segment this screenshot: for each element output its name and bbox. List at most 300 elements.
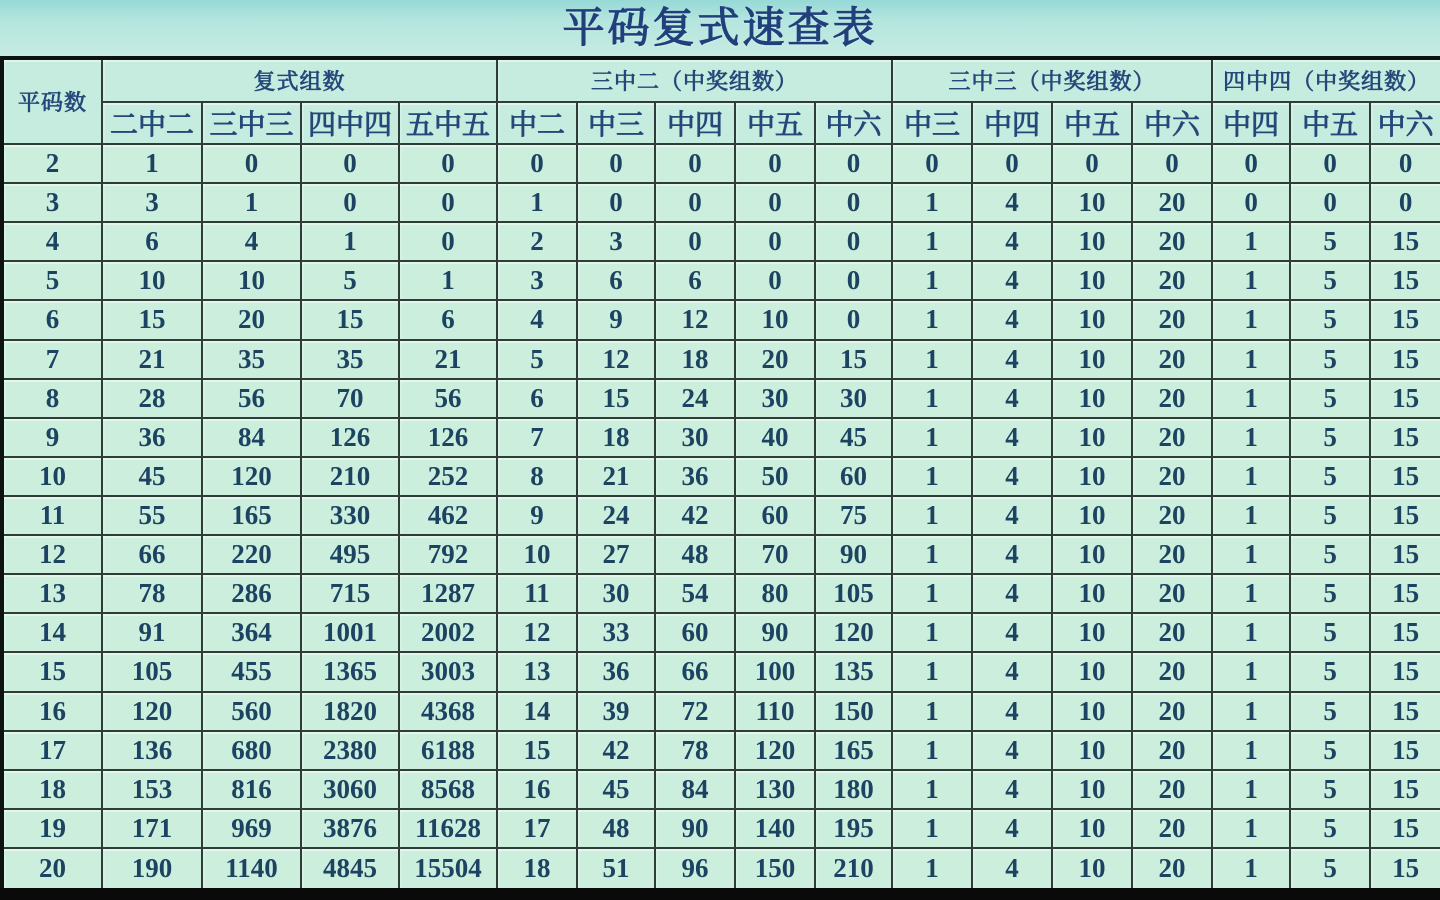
table-row	[2, 379, 1440, 418]
table-cell: 3060	[301, 770, 399, 809]
col-header: 中四	[972, 102, 1052, 144]
table-cell: 10	[1052, 457, 1132, 496]
table-cell: 1	[892, 457, 972, 496]
table-cell: 15	[1370, 535, 1440, 574]
table-cell: 1	[892, 613, 972, 652]
table-cell: 5	[1290, 848, 1370, 894]
table-row	[2, 848, 1440, 894]
table-row	[2, 731, 1440, 770]
table-cell: 30	[735, 379, 815, 418]
table-cell: 210	[301, 457, 399, 496]
table-cell: 5	[1290, 261, 1370, 300]
table-cell: 5	[301, 261, 399, 300]
table-cell: 120	[735, 731, 815, 770]
table-cell: 10	[1052, 496, 1132, 535]
table-cell: 195	[815, 809, 892, 848]
table-cell: 0	[735, 261, 815, 300]
table-cell: 4	[497, 300, 577, 339]
col-header: 中六	[815, 102, 892, 144]
table-cell: 0	[399, 222, 497, 261]
table-cell: 1	[892, 574, 972, 613]
table-cell: 969	[202, 809, 301, 848]
table-cell: 4	[972, 535, 1052, 574]
row-header-cell: 11	[2, 496, 102, 535]
table-cell: 14	[497, 692, 577, 731]
table-cell: 21	[399, 340, 497, 379]
table-row	[2, 418, 1440, 457]
table-cell: 10	[102, 261, 202, 300]
col-header: 中三	[892, 102, 972, 144]
table-cell: 3	[497, 261, 577, 300]
table-cell: 4	[972, 222, 1052, 261]
table-cell: 1	[892, 183, 972, 222]
table-cell: 18	[577, 418, 655, 457]
table-cell: 0	[1212, 183, 1290, 222]
table-cell: 6	[577, 261, 655, 300]
table-cell: 20	[1132, 613, 1212, 652]
group-header-3hit3: 三中三（中奖组数）	[892, 58, 1212, 102]
table-cell: 171	[102, 809, 202, 848]
table-cell: 1365	[301, 652, 399, 691]
table-cell: 1	[301, 222, 399, 261]
table-cell: 15	[1370, 300, 1440, 339]
row-header-cell: 5	[2, 261, 102, 300]
table-cell: 5	[1290, 613, 1370, 652]
table-cell: 4	[972, 183, 1052, 222]
table-cell: 20	[1132, 379, 1212, 418]
table-cell: 15	[1370, 613, 1440, 652]
table-header	[2, 58, 1440, 144]
table-cell: 9	[577, 300, 655, 339]
table-cell: 0	[202, 144, 301, 183]
table-cell: 20	[1132, 300, 1212, 339]
table-cell: 10	[1052, 340, 1132, 379]
table-cell: 0	[577, 183, 655, 222]
table-cell: 10	[202, 261, 301, 300]
table-cell: 90	[735, 613, 815, 652]
table-cell: 20	[735, 340, 815, 379]
table-cell: 6	[102, 222, 202, 261]
col-header: 中五	[1290, 102, 1370, 144]
table-cell: 120	[815, 613, 892, 652]
table-cell: 1	[892, 692, 972, 731]
table-cell: 4	[972, 770, 1052, 809]
row-header-cell: 8	[2, 379, 102, 418]
table-cell: 4	[972, 457, 1052, 496]
row-header-cell: 4	[2, 222, 102, 261]
table-cell: 0	[655, 183, 735, 222]
table-cell: 4	[972, 379, 1052, 418]
table-cell: 15	[1370, 379, 1440, 418]
table-cell: 1	[1212, 261, 1290, 300]
table-cell: 17	[497, 809, 577, 848]
group-header-row	[2, 58, 1440, 102]
table-row	[2, 652, 1440, 691]
table-cell: 15	[1370, 770, 1440, 809]
table-cell: 66	[102, 535, 202, 574]
table-cell: 0	[815, 144, 892, 183]
table-cell: 56	[202, 379, 301, 418]
table-cell: 20	[1132, 848, 1212, 894]
table-cell: 24	[577, 496, 655, 535]
table-cell: 364	[202, 613, 301, 652]
table-cell: 140	[735, 809, 815, 848]
table-cell: 7	[497, 418, 577, 457]
table-cell: 30	[577, 574, 655, 613]
table-cell: 1	[1212, 652, 1290, 691]
table-row	[2, 496, 1440, 535]
table-cell: 15	[1370, 809, 1440, 848]
table-cell: 5	[1290, 379, 1370, 418]
table-cell: 6188	[399, 731, 497, 770]
table-cell: 5	[1290, 770, 1370, 809]
table-cell: 4	[972, 496, 1052, 535]
table-cell: 10	[1052, 809, 1132, 848]
table-cell: 5	[1290, 809, 1370, 848]
row-header-cell: 2	[2, 144, 102, 183]
table-cell: 80	[735, 574, 815, 613]
table-cell: 3	[577, 222, 655, 261]
col-header: 四中四	[301, 102, 399, 144]
table-row	[2, 535, 1440, 574]
table-cell: 11628	[399, 809, 497, 848]
group-header-3hit2: 三中二（中奖组数）	[497, 58, 892, 102]
table-cell: 462	[399, 496, 497, 535]
table-cell: 27	[577, 535, 655, 574]
table-cell: 0	[497, 144, 577, 183]
table-cell: 5	[1290, 222, 1370, 261]
table-cell: 5	[1290, 574, 1370, 613]
table-cell: 150	[735, 848, 815, 894]
table-cell: 8	[497, 457, 577, 496]
table-cell: 0	[815, 222, 892, 261]
col-header: 中四	[1212, 102, 1290, 144]
table-cell: 210	[815, 848, 892, 894]
table-cell: 1	[497, 183, 577, 222]
table-cell: 20	[1132, 692, 1212, 731]
row-header-cell: 9	[2, 418, 102, 457]
table-cell: 11	[497, 574, 577, 613]
table-row	[2, 222, 1440, 261]
table-cell: 72	[655, 692, 735, 731]
table-cell: 15	[577, 379, 655, 418]
table-cell: 84	[655, 770, 735, 809]
table-cell: 1	[892, 418, 972, 457]
table-cell: 1	[892, 496, 972, 535]
table-cell: 0	[399, 183, 497, 222]
table-cell: 60	[735, 496, 815, 535]
table-cell: 0	[399, 144, 497, 183]
table-cell: 13	[497, 652, 577, 691]
table-cell: 15	[1370, 496, 1440, 535]
row-header-cell: 18	[2, 770, 102, 809]
table-cell: 39	[577, 692, 655, 731]
table-cell: 20	[1132, 261, 1212, 300]
table-cell: 220	[202, 535, 301, 574]
page-title: 平码复式速查表	[562, 4, 878, 51]
table-cell: 5	[1290, 457, 1370, 496]
table-cell: 24	[655, 379, 735, 418]
table-cell: 10	[1052, 183, 1132, 222]
table-cell: 1	[1212, 848, 1290, 894]
table-cell: 4845	[301, 848, 399, 894]
table-cell: 5	[1290, 652, 1370, 691]
table-cell: 15	[102, 300, 202, 339]
table-cell: 1	[892, 222, 972, 261]
table-cell: 0	[1370, 144, 1440, 183]
table-cell: 4	[972, 652, 1052, 691]
table-cell: 36	[102, 418, 202, 457]
table-cell: 91	[102, 613, 202, 652]
table-cell: 165	[815, 731, 892, 770]
table-cell: 1	[1212, 222, 1290, 261]
col-header: 中五	[1052, 102, 1132, 144]
col-header: 中三	[577, 102, 655, 144]
table-cell: 10	[1052, 770, 1132, 809]
table-row	[2, 300, 1440, 339]
row-header-cell: 16	[2, 692, 102, 731]
table-cell: 15	[1370, 574, 1440, 613]
table-cell: 3	[102, 183, 202, 222]
table-cell: 1	[1212, 379, 1290, 418]
table-cell: 4	[972, 848, 1052, 894]
table-cell: 18	[655, 340, 735, 379]
table-cell: 15	[815, 340, 892, 379]
table-cell: 1	[1212, 418, 1290, 457]
table-cell: 16	[497, 770, 577, 809]
row-header-cell: 12	[2, 535, 102, 574]
table-cell: 45	[815, 418, 892, 457]
table-cell: 120	[202, 457, 301, 496]
col-header: 中六	[1132, 102, 1212, 144]
table-cell: 1	[1212, 809, 1290, 848]
table-cell: 30	[655, 418, 735, 457]
table-cell: 21	[577, 457, 655, 496]
lookup-table	[0, 56, 1440, 900]
table-cell: 1	[892, 300, 972, 339]
table-cell: 560	[202, 692, 301, 731]
table-cell: 4	[972, 340, 1052, 379]
row-header-cell: 7	[2, 340, 102, 379]
table-row	[2, 144, 1440, 183]
table-row	[2, 574, 1440, 613]
table-cell: 10	[1052, 652, 1132, 691]
table-cell: 20	[1132, 496, 1212, 535]
table-cell: 2380	[301, 731, 399, 770]
table-cell: 55	[102, 496, 202, 535]
table-cell: 78	[655, 731, 735, 770]
table-cell: 1	[892, 261, 972, 300]
table-cell: 15	[1370, 848, 1440, 894]
table-cell: 20	[1132, 418, 1212, 457]
col-header: 三中三	[202, 102, 301, 144]
table-cell: 10	[1052, 848, 1132, 894]
table-cell: 110	[735, 692, 815, 731]
table-cell: 4	[972, 692, 1052, 731]
table-cell: 96	[655, 848, 735, 894]
table-cell: 20	[1132, 770, 1212, 809]
table-cell: 0	[815, 261, 892, 300]
table-cell: 2	[497, 222, 577, 261]
table-row	[2, 809, 1440, 848]
table-row	[2, 457, 1440, 496]
table-cell: 15	[1370, 652, 1440, 691]
table-cell: 10	[1052, 418, 1132, 457]
table-cell: 0	[301, 183, 399, 222]
table-cell: 10	[1052, 731, 1132, 770]
col-header: 中四	[655, 102, 735, 144]
table-cell: 135	[815, 652, 892, 691]
row-header-cell: 19	[2, 809, 102, 848]
table-cell: 75	[815, 496, 892, 535]
table-row	[2, 261, 1440, 300]
table-cell: 20	[1132, 222, 1212, 261]
group-header-4hit4: 四中四（中奖组数）	[1212, 58, 1440, 102]
table-cell: 28	[102, 379, 202, 418]
table-cell: 1001	[301, 613, 399, 652]
table-cell: 33	[577, 613, 655, 652]
table-cell: 136	[102, 731, 202, 770]
table-cell: 6	[655, 261, 735, 300]
table-cell: 5	[1290, 692, 1370, 731]
table-cell: 1	[1212, 574, 1290, 613]
table-cell: 30	[815, 379, 892, 418]
row-header-cell: 6	[2, 300, 102, 339]
table-cell: 4	[972, 574, 1052, 613]
table-cell: 35	[301, 340, 399, 379]
table-cell: 10	[1052, 222, 1132, 261]
table-cell: 165	[202, 496, 301, 535]
table-cell: 42	[655, 496, 735, 535]
table-cell: 4	[972, 731, 1052, 770]
table-cell: 330	[301, 496, 399, 535]
table-cell: 20	[1132, 340, 1212, 379]
table-cell: 816	[202, 770, 301, 809]
table-cell: 66	[655, 652, 735, 691]
table-cell: 45	[577, 770, 655, 809]
table-row	[2, 183, 1440, 222]
table-cell: 15	[1370, 731, 1440, 770]
table-cell: 70	[735, 535, 815, 574]
table-cell: 42	[577, 731, 655, 770]
table-cell: 4368	[399, 692, 497, 731]
table-cell: 10	[735, 300, 815, 339]
table-cell: 5	[1290, 496, 1370, 535]
table-cell: 1	[892, 731, 972, 770]
table-cell: 48	[655, 535, 735, 574]
table-cell: 2002	[399, 613, 497, 652]
table-cell: 0	[735, 222, 815, 261]
group-header-duplex: 复式组数	[102, 58, 497, 102]
table-cell: 15	[1370, 418, 1440, 457]
table-cell: 1287	[399, 574, 497, 613]
table-cell: 150	[815, 692, 892, 731]
table-cell: 1	[892, 340, 972, 379]
table-cell: 20	[202, 300, 301, 339]
table-cell: 792	[399, 535, 497, 574]
table-cell: 3876	[301, 809, 399, 848]
table-cell: 78	[102, 574, 202, 613]
table-cell: 45	[102, 457, 202, 496]
table-cell: 0	[972, 144, 1052, 183]
table-cell: 0	[892, 144, 972, 183]
table-cell: 54	[655, 574, 735, 613]
table-cell: 1	[892, 652, 972, 691]
table-row	[2, 770, 1440, 809]
table-cell: 1	[1212, 731, 1290, 770]
table-cell: 20	[1132, 183, 1212, 222]
table-cell: 0	[1290, 183, 1370, 222]
table-cell: 8568	[399, 770, 497, 809]
table-cell: 495	[301, 535, 399, 574]
table-cell: 10	[497, 535, 577, 574]
table-cell: 10	[1052, 300, 1132, 339]
table-cell: 0	[1052, 144, 1132, 183]
table-cell: 90	[655, 809, 735, 848]
table-cell: 50	[735, 457, 815, 496]
table-cell: 12	[655, 300, 735, 339]
row-header-cell: 15	[2, 652, 102, 691]
table-cell: 1	[102, 144, 202, 183]
table-cell: 4	[202, 222, 301, 261]
table-cell: 120	[102, 692, 202, 731]
table-cell: 60	[655, 613, 735, 652]
table-cell: 9	[497, 496, 577, 535]
table-cell: 1	[1212, 300, 1290, 339]
table-cell: 0	[655, 144, 735, 183]
table-cell: 35	[202, 340, 301, 379]
table-cell: 15	[1370, 457, 1440, 496]
table-cell: 1	[892, 535, 972, 574]
table-cell: 1	[1212, 692, 1290, 731]
table-cell: 10	[1052, 692, 1132, 731]
row-header-cell: 14	[2, 613, 102, 652]
table-cell: 18	[497, 848, 577, 894]
table-cell: 6	[399, 300, 497, 339]
table-cell: 15	[1370, 261, 1440, 300]
corner-header: 平码数	[2, 58, 102, 144]
table-cell: 21	[102, 340, 202, 379]
table-cell: 6	[497, 379, 577, 418]
table-cell: 1	[892, 770, 972, 809]
table-cell: 1	[202, 183, 301, 222]
table-cell: 1	[1212, 496, 1290, 535]
table-cell: 1	[892, 379, 972, 418]
table-cell: 48	[577, 809, 655, 848]
table-row	[2, 340, 1440, 379]
title-bar	[0, 0, 1440, 56]
table-cell: 70	[301, 379, 399, 418]
table-cell: 20	[1132, 535, 1212, 574]
table-cell: 105	[815, 574, 892, 613]
table-cell: 20	[1132, 809, 1212, 848]
table-cell: 1	[1212, 340, 1290, 379]
table-cell: 15	[497, 731, 577, 770]
row-header-cell: 13	[2, 574, 102, 613]
col-header: 二中二	[102, 102, 202, 144]
table-cell: 5	[1290, 418, 1370, 457]
table-cell: 51	[577, 848, 655, 894]
table-cell: 126	[301, 418, 399, 457]
table-cell: 90	[815, 535, 892, 574]
table-cell: 0	[815, 183, 892, 222]
table-cell: 0	[577, 144, 655, 183]
table-cell: 180	[815, 770, 892, 809]
table-row	[2, 613, 1440, 652]
table-cell: 1140	[202, 848, 301, 894]
table-cell: 1	[1212, 770, 1290, 809]
table-cell: 1	[1212, 613, 1290, 652]
